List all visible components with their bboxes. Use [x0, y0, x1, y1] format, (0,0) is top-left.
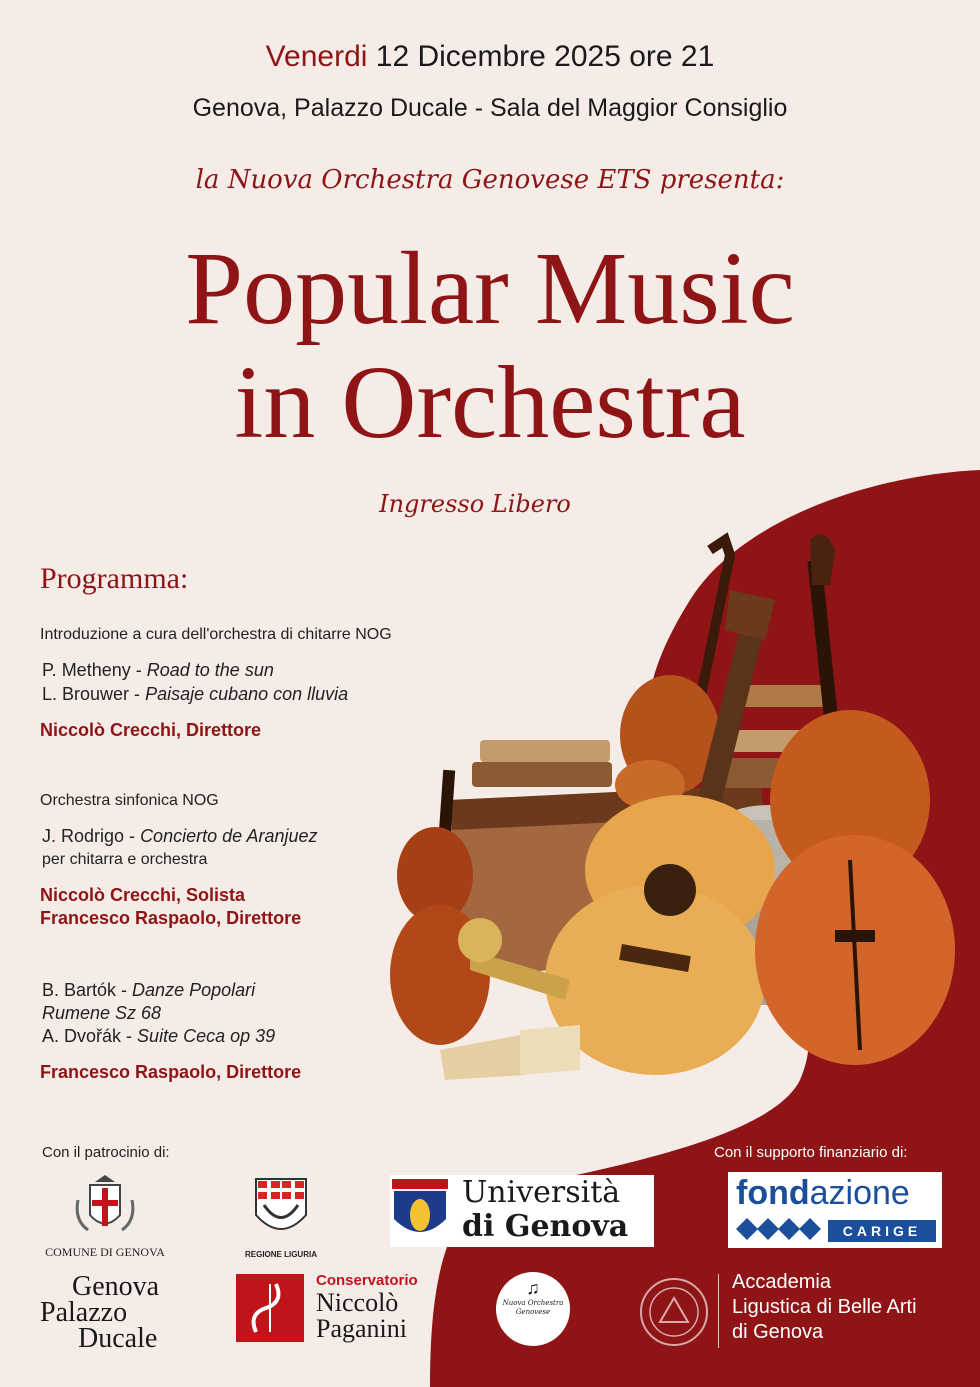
conservatorio-line-1: Conservatorio: [316, 1272, 418, 1289]
regione-liguria-logo: [236, 1175, 326, 1259]
free-entry-note: Ingresso Libero: [379, 490, 571, 518]
unige-line-1: Università: [462, 1175, 621, 1210]
presenter-line: la Nuova Orchestra Genovese ETS presenta:: [195, 165, 785, 195]
unige-crest-icon: [392, 1179, 448, 1243]
accademia-line-1: Accademia: [732, 1271, 831, 1293]
nog-line-2: Genovese: [515, 1308, 551, 1316]
regione-liguria-text: REGIONE LIGURIA: [244, 1250, 317, 1259]
event-title: [0, 232, 980, 460]
nog-logo: [496, 1272, 570, 1346]
palazzo-ducale-logo: [38, 1271, 160, 1354]
event-date: [0, 40, 980, 74]
performer-crecchi-director: Niccolò Crecchi, Direttore: [40, 720, 262, 740]
title-line-1: Popular Music: [185, 231, 795, 346]
piece-rodrigo-note: per chitarra e orchestra: [42, 851, 208, 868]
piece-bartok-cont: Rumene Sz 68: [42, 1003, 162, 1023]
piece-metheny: P. Metheny - Road to the sun: [42, 660, 274, 680]
piece-brouwer: L. Brouwer - Paisaje cubano con lluvia: [42, 684, 349, 704]
accademia-divider: [718, 1274, 719, 1348]
accademia-seal-icon: [638, 1276, 710, 1348]
conservatorio-logo: [236, 1272, 436, 1344]
section-1-intro: Introduzione a cura dell'orchestra di chitarre NOG: [40, 626, 392, 643]
section-2-intro: Orchestra sinfonica NOG: [40, 792, 219, 809]
program-heading: Programma:: [40, 562, 189, 595]
fondazione-word: fondazione: [736, 1174, 910, 1212]
comune-genova-logo: [40, 1170, 170, 1260]
performer-crecchi-soloist: Niccolò Crecchi, Solista: [40, 885, 246, 905]
patronage-label: Con il patrocinio di:: [42, 1144, 170, 1161]
performer-raspaolo-director-1: Francesco Raspaolo, Direttore: [40, 908, 302, 928]
event-weekday: Venerdi: [265, 40, 368, 73]
accademia-ligustica-logo: [636, 1270, 936, 1354]
fondazione-carige-logo: [728, 1172, 942, 1248]
accademia-line-3: di Genova: [732, 1321, 824, 1343]
ducale-line-3: Ducale: [78, 1323, 158, 1354]
conservatorio-line-2: Niccolò: [316, 1288, 399, 1317]
unige-logo: [390, 1175, 654, 1247]
event-date-time: 12 Dicembre 2025 ore 21: [375, 40, 715, 73]
carige-diamonds-icon: [736, 1218, 822, 1240]
ducale-line-1: Genova: [72, 1271, 160, 1302]
nog-line-1: Nuova Orchestra: [502, 1299, 564, 1307]
comune-genova-text: COMUNE DI GENOVA: [45, 1245, 165, 1259]
music-note-icon: ♫: [526, 1278, 540, 1298]
instruments-illustration: [380, 530, 960, 1090]
support-label: Con il supporto finanziario di:: [714, 1144, 908, 1161]
piece-bartok: B. Bartók - Danze Popolari: [42, 980, 256, 1000]
piece-dvorak: A. Dvořák - Suite Ceca op 39: [42, 1026, 276, 1046]
conservatorio-line-3: Paganini: [316, 1314, 407, 1343]
performer-raspaolo-director-2: Francesco Raspaolo, Direttore: [40, 1062, 302, 1082]
regione-liguria-shield-icon: [252, 1175, 310, 1245]
accademia-line-2: Ligustica di Belle Arti: [732, 1296, 917, 1318]
piece-rodrigo: J. Rodrigo - Concierto de Aranjuez: [42, 826, 318, 846]
accademia-text: [732, 1270, 917, 1345]
comune-genova-crest-icon: [70, 1170, 140, 1240]
conservatorio-emblem-icon: [236, 1274, 304, 1342]
carige-text: CARIGE: [828, 1220, 936, 1242]
title-line-2: in Orchestra: [234, 345, 746, 460]
event-venue: Genova, Palazzo Ducale - Sala del Maggior Consiglio: [192, 94, 788, 122]
unige-line-2: di Genova: [462, 1209, 629, 1244]
ducale-line-2: Palazzo: [40, 1297, 128, 1328]
